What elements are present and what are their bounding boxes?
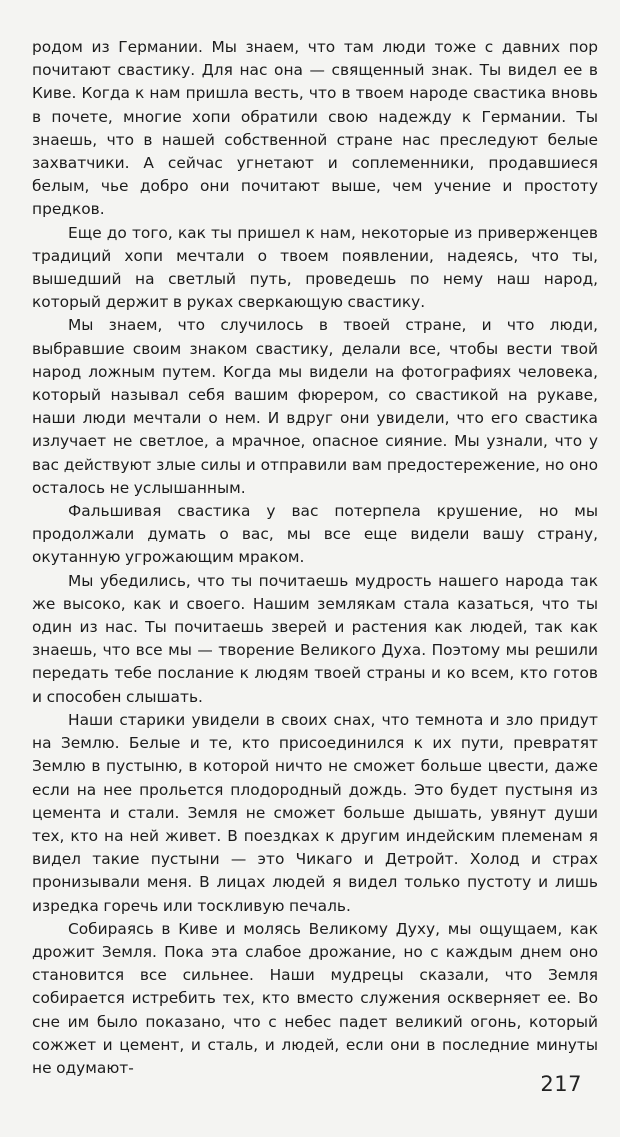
page-number: 217 (540, 1072, 582, 1096)
paragraph: Еще до того, как ты пришел к нам, некоторые из приверженцев традиций хопи мечтали о твоем появлении, надеясь, что ты, вышедший на светлый путь, проведешь по нему наш народ, который держит в руках сверкающую свастику. (32, 223, 598, 312)
body-text (32, 36, 598, 1080)
paragraph: Фальшивая свастика у вас потерпела крушение, но мы продолжали думать о вас, мы все еще видели вашу страну, окутанную угрожающим мраком. (32, 502, 598, 567)
paragraph: Мы убедились, что ты почитаешь мудрость нашего народа так же высоко, как и своего. Нашим землякам стала казаться, что ты один из нас. Ты почитаешь зверей и растения как людей, так как знаешь, что все мы — творение Великого Духа. Поэтому мы решили передать тебе послание к людям твоей страны и ко всем, кто готов и способен слышать. (32, 571, 598, 706)
paragraph: Мы знаем, что случилось в твоей стране, и что люди, выбравшие своим знаком свастику, делали все, чтобы вести твой народ ложным путем. Когда мы видели на фотографиях человека, который называл себя вашим фюрером, со свастикой на рукаве, наши люди мечтали о нем. И вдруг они увидели, что его свастика излучает не светлое, а мрачное, опасное сияние. Мы узнали, что у вас действуют злые силы и отправили вам предостережение, но оно осталось не услышанным. (32, 316, 598, 497)
paragraph: родом из Германии. Мы знаем, что там люди тоже с давних пор почитают свастику. Для нас она — священный знак. Ты видел ее в Киве. Когда к нам пришла весть, что в твоем народе свастика вновь в почете, многие хопи обратили свою надежду к Германии. Ты знаешь, что в нашей собственной стране нас преследуют белые захватчики. А сейчас угнетают и соплеменники, продавшиеся белым, чье добро они почитают выше, чем учение и простоту предков. (32, 38, 598, 219)
paragraph: Собираясь в Киве и молясь Великому Духу, мы ощущаем, как дрожит Земля. Пока эта слабое дрожание, но с каждым днем оно становится все сильнее. Наши мудрецы сказали, что Земля собирается истребить тех, кто вместо служения оскверняет ее. Во сне им было показано, что с небес падет великий огонь, который сожжет и цемент, и сталь, и людей, если они в последние минуты не одумают- (32, 919, 598, 1077)
paragraph: Наши старики увидели в своих снах, что темнота и зло придут на Землю. Белые и те, кто присоединился к их пути, превратят Землю в пустыню, в которой ничто не сможет больше цвести, даже если на нее прольется плодородный дождь. Это будет пустыня из цемента и стали. Земля не сможет больше дышать, увянут души тех, кто на ней живет. В поездках к другим индейским племенам я видел такие пустыни — это Чикаго и Детройт. Холод и страх пронизывали меня. В лицах людей я видел только пустоту и лишь изредка горечь или тоскливую печаль. (32, 710, 598, 915)
